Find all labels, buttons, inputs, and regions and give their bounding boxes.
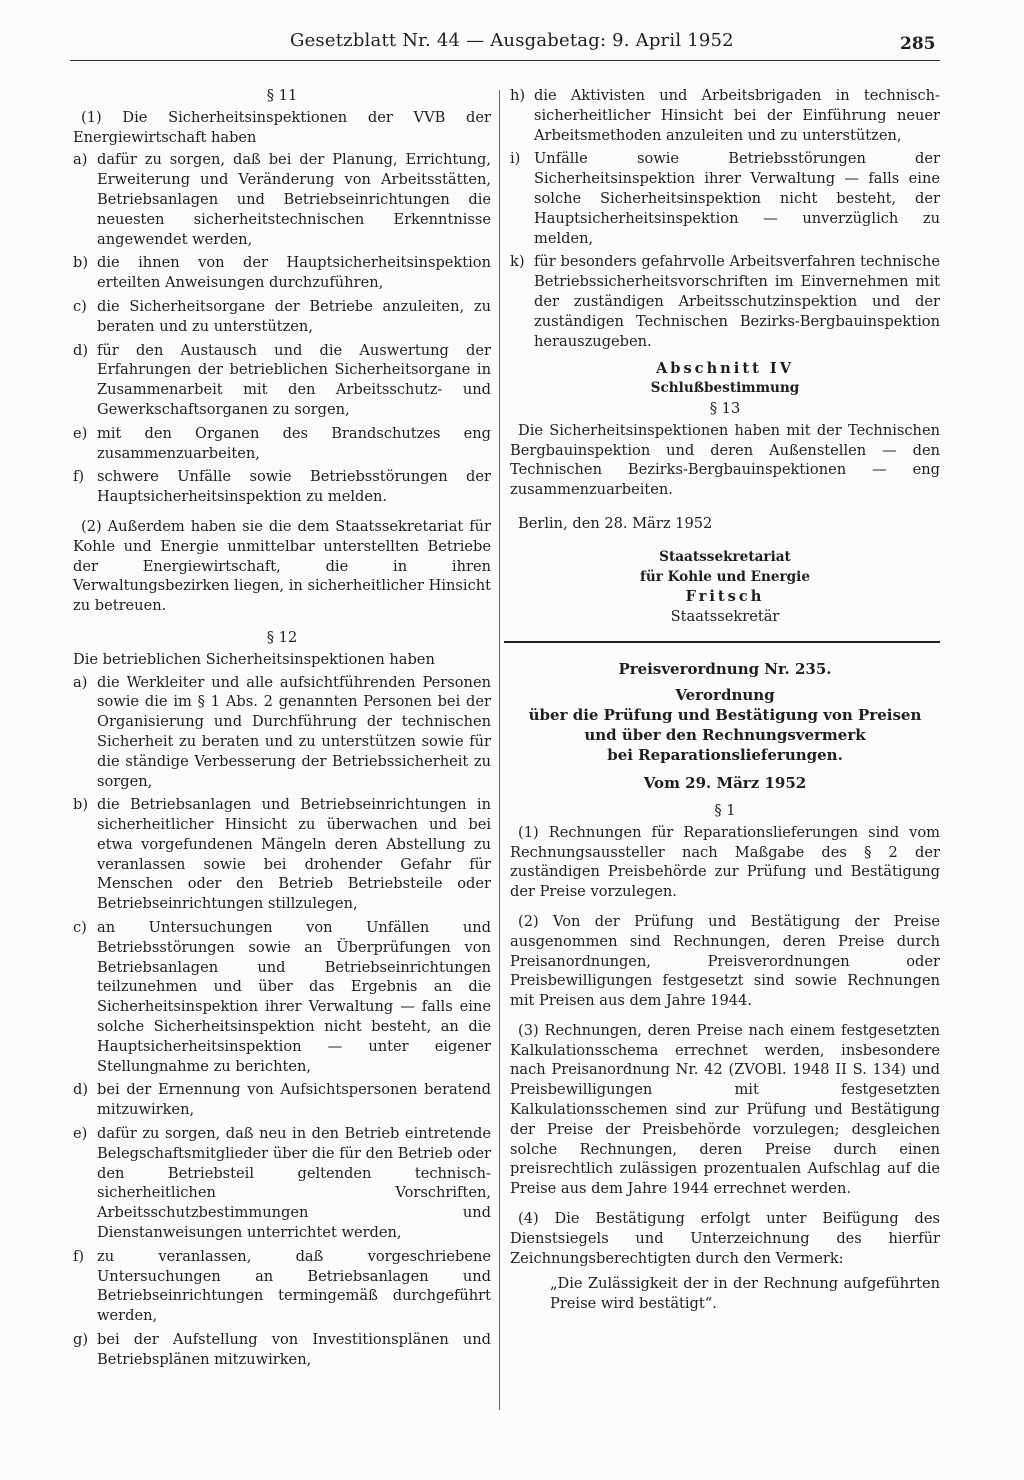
item-text: für den Austausch und die Auswertung der Erfahrungen der betrieblichen Sicherheitsorgane in Zusammenarbeit mit den Arbeitsschutz- und Gewerkschaftsorganen zu sorgen,: [97, 341, 491, 418]
item-label: f): [73, 468, 85, 486]
column-divider: [499, 90, 500, 1410]
item-label: i): [510, 150, 521, 168]
ordinance-number: Preisverordnung Nr. 235.: [618, 659, 832, 678]
item-label: c): [73, 919, 87, 937]
list-item: [73, 467, 491, 507]
page-number: 285: [900, 34, 936, 54]
signature-role: Staatssekretär: [670, 608, 780, 626]
item-text: die Aktivisten und Arbeitsbrigaden in technisch-sicherheitlicher Hinsicht bei der Einführung neuer Arbeitsmethoden anzuleiten und zu unterstützen,: [534, 87, 940, 144]
item-label: h): [510, 87, 526, 104]
item-label: e): [73, 1125, 88, 1143]
ordinance-title-line-4: bei Reparationslieferungen.: [607, 745, 843, 764]
place-date: Berlin, den 28. März 1952: [518, 514, 713, 532]
ordinance-title-line-3: und über den Rechnungsvermerk: [584, 725, 866, 744]
item-text: zu veranlassen, daß vorgeschriebene Untersuchungen an Betriebsanlagen und Betriebseinrichtungen termingemäß durchgeführt werden,: [97, 1247, 491, 1325]
item-text: die Sicherheitsorgane der Betriebe anzuleiten, zu beraten und zu unterstützen,: [97, 297, 491, 335]
item-text: die ihnen von der Hauptsicherheitsinspektion erteilten Anweisungen durchzuführen,: [97, 254, 491, 292]
section-11-item-list: [73, 150, 491, 507]
item-label: c): [73, 297, 87, 315]
right-column: [510, 86, 940, 1317]
list-item: [73, 341, 491, 420]
item-text: dafür zu sorgen, daß bei der Planung, Errichtung, Erweiterung und Veränderung von Arbeitsstätten, Betriebsanlagen und Betriebseinrichtungen die neuesten sicherheitstechnischen Erkenntnisse angewendet werden,: [97, 151, 491, 248]
section-separator-rule: [504, 641, 940, 643]
section-12-item-list-continued: [510, 86, 940, 351]
section-11-heading: § 11: [266, 87, 298, 104]
list-item: [73, 424, 491, 464]
section-13-heading: § 13: [709, 399, 741, 417]
ordinance-para-4: (4) Die Bestätigung erfolgt unter Beifügung des Dienstsiegels und Unterzeichnung des hierfür Zeichnungsberechtigten durch den Vermerk:: [510, 1210, 940, 1267]
section-11-para-2: (2) Außerdem haben sie die dem Staatssekretariat für Kohle und Energie unmittelbar unterstellten Betriebe der Energiewirtschaft, die in ihren Verwaltungsbezirken liegen, in sicherheitlicher Hinsicht zu betreuen.: [73, 517, 491, 615]
list-item: [73, 253, 491, 293]
list-item: [73, 673, 491, 792]
ordinance-quote: „Die Zulässigkeit der in der Rechnung aufgeführten Preise wird bestätigt“.: [550, 1275, 940, 1313]
list-item: [510, 149, 940, 248]
ordinance-para-3: (3) Rechnungen, deren Preise nach einem festgesetzten Kalkulationsschema errechnet werden, insbesondere nach Preisanordnung Nr. 42 (ZVOBl. 1948 II S. 134) und Preisbewilligungen mit festgesetzten Kalkulationsschemen sind zur Prüfung und Bestätigung der Preise der Preisbehörde vorzulegen; desgleichen solche Rechnungen, deren Preise durch einen preisrechtlich zulässigen prozentualen Aufschlag auf die Preise aus dem Jahre 1944 errechnet werden.: [510, 1021, 940, 1198]
section-12-item-list: [73, 673, 491, 1370]
item-text: schwere Unfälle sowie Betriebsstörungen der Hauptsicherheitsinspektion zu melden.: [97, 468, 491, 506]
signature-name: Fritsch: [685, 588, 765, 606]
running-header: Gesetzblatt Nr. 44 — Ausgabetag: 9. April 1952: [290, 30, 734, 51]
list-item: [73, 795, 491, 914]
item-text: die Betriebsanlagen und Betriebseinrichtungen in sicherheitlicher Hinsicht zu überwachen und bei etwa vorgefundenen Mängeln deren Abstellung zu veranlassen sowie bei drohender Gefahr für Menschen oder den Betrieb Betriebsteile oder Betriebseinrichtungen stillzulegen,: [97, 796, 491, 913]
list-item: [73, 150, 491, 249]
section-heading-title: Schlußbestimmung: [650, 380, 800, 397]
ordinance-title-line-2: über die Prüfung und Bestätigung von Preisen: [528, 705, 922, 724]
section-12-heading: § 12: [266, 628, 298, 646]
item-text: dafür zu sorgen, daß neu in den Betrieb eintretende Belegschaftsmitglieder über die für den Betrieb oder den Betriebsteil geltenden technisch-sicherheitlichen Vorschriften, Arbeitsschutzbestimmungen und Dienstanweisungen unterrichtet werden,: [97, 1125, 491, 1242]
item-text: Unfälle sowie Betriebsstörungen der Sicherheitsinspektion ihrer Verwaltung — falls eine solche Sicherheitsinspektion nicht besteht, der Hauptsicherheitsinspektion — unverzüglich zu melden,: [534, 150, 940, 247]
item-label: d): [73, 341, 89, 359]
item-label: a): [73, 673, 88, 691]
item-label: b): [73, 796, 89, 814]
item-text: mit den Organen des Brandschutzes eng zusammenzuarbeiten,: [97, 424, 491, 462]
item-label: d): [73, 1081, 89, 1099]
section-12-intro: Die betrieblichen Sicherheitsinspektionen haben: [73, 650, 435, 668]
ordinance-section-1-heading: § 1: [714, 801, 736, 819]
left-column: [73, 86, 491, 1374]
list-item: [73, 1080, 491, 1120]
item-label: a): [73, 151, 88, 169]
item-text: für besonders gefahrvolle Arbeitsverfahren technische Betriebssicherheitsvorschriften im Einvernehmen mit der zuständigen Arbeitsschutzinspektion und der zuständigen Technischen Bezirks-Bergbauinspektion herauszugeben.: [534, 253, 940, 350]
item-label: g): [73, 1331, 89, 1349]
list-item: [510, 86, 940, 145]
list-item: [73, 297, 491, 337]
list-item: [73, 1330, 491, 1370]
signature-org-line-1: Staatssekretariat: [659, 548, 791, 565]
item-text: an Untersuchungen von Unfällen und Betriebsstörungen sowie an Überprüfungen von Betriebsanlagen und Betriebseinrichtungen teilzunehmen und über das Ergebnis an die Sicherheitsinspektion ihrer Verwaltung — falls eine solche Sicherheitsinspektion nicht besteht, an die Hauptsicherheitsinspektion — unter eigener Stellungnahme zu berichten,: [97, 919, 491, 1075]
section-heading-abschnitt: Abschnitt IV: [655, 360, 795, 378]
item-label: k): [510, 253, 525, 271]
header-rule: [70, 60, 940, 61]
ordinance-date: Vom 29. März 1952: [643, 773, 807, 792]
item-label: b): [73, 254, 89, 272]
list-item: [510, 252, 940, 351]
item-text: bei der Ernennung von Aufsichtspersonen beratend mitzuwirken,: [97, 1081, 491, 1119]
item-label: f): [73, 1247, 85, 1265]
section-11-para-1-intro: (1) Die Sicherheitsinspektionen der VVB der Energiewirtschaft haben: [73, 108, 491, 146]
section-13-text: Die Sicherheitsinspektionen haben mit der Technischen Bergbauinspektion und deren Außenstellen — den Technischen Bezirks-Bergbauinspektionen — eng zusammenzuarbeiten.: [510, 421, 940, 499]
item-text: bei der Aufstellung von Investitionsplänen und Betriebsplänen mitzuwirken,: [97, 1331, 491, 1368]
signature-org-line-2: für Kohle und Energie: [639, 568, 810, 585]
list-item: [73, 918, 491, 1076]
ordinance-para-1: (1) Rechnungen für Reparationslieferungen sind vom Rechnungsaussteller nach Maßgabe des § 2 der zuständigen Preisbehörde zur Prüfung und Bestätigung der Preise vorzulegen.: [510, 823, 940, 901]
item-text: die Werkleiter und alle aufsichtführenden Personen sowie die im § 1 Abs. 2 genannten Personen bei der Organisierung und Durchführung der technischen Sicherheit zu beraten und zu unterstützen sowie für die ständige Verbesserung der Betriebssicherheit zu sorgen,: [97, 673, 491, 790]
list-item: [73, 1247, 491, 1326]
ordinance-para-2: (2) Von der Prüfung und Bestätigung der Preise ausgenommen sind Rechnungen, deren Preise durch Preisanordnungen, Preisverordnungen oder Preisbewilligungen festgesetzt sind sowie Rechnungen mit Preisen aus dem Jahre 1944.: [510, 912, 940, 1010]
list-item: [73, 1124, 491, 1243]
signature-block: [510, 548, 940, 627]
item-label: e): [73, 424, 88, 442]
ordinance-title-line-1: Verordnung: [675, 685, 775, 704]
